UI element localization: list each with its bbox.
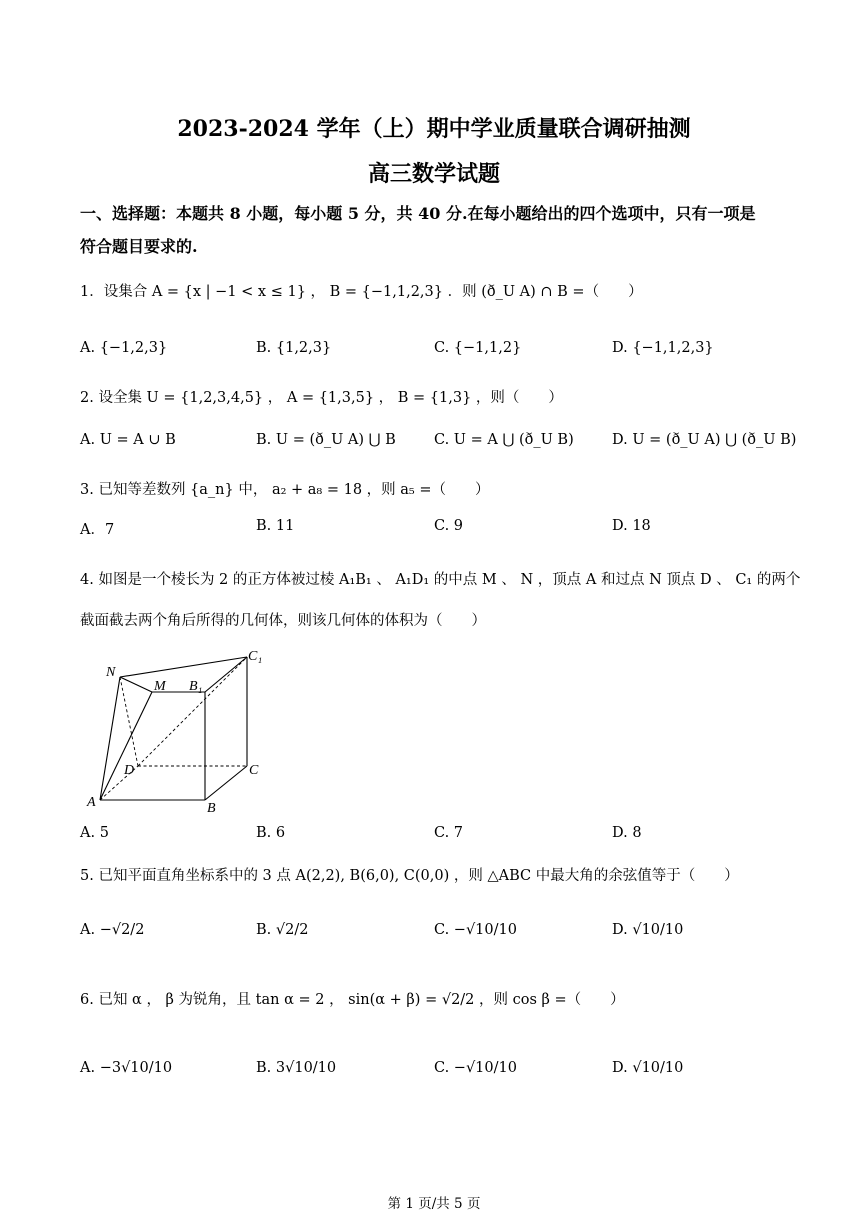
question-2-option-d: D. U = (ð_U A) ⋃ (ð_U B) <box>612 432 797 448</box>
question-2-option-b: B. U = (ð_U A) ⋃ B <box>256 432 396 448</box>
question-3-option-d: D. 18 <box>612 518 651 534</box>
question-1-option-c: C. {−1,1,2} <box>434 340 522 356</box>
question-2-stem: 2. 设全集 U = {1,2,3,4,5} ， A = {1,3,5} ， B = {1,3} ，则（ ） <box>80 390 563 406</box>
question-6-option-a: A. −3√10/10 <box>80 1060 173 1076</box>
edge-M-A <box>100 692 152 800</box>
question-6-option-d: D. √10/10 <box>612 1060 684 1076</box>
question-6-option-b: B. 3√10/10 <box>256 1060 337 1076</box>
question-4-option-b: B. 6 <box>256 825 286 841</box>
section-heading-line1: 一、选择题：本题共 8 小题，每小题 5 分，共 40 分.在每小题给出的四个选项中，只有一项是 <box>80 204 756 223</box>
question-3-option-b: B. 11 <box>256 518 295 534</box>
question-4-option-d: D. 8 <box>612 825 642 841</box>
label-B: B <box>207 801 216 816</box>
label-N: N <box>106 665 116 680</box>
question-4-option-a: A. 5 <box>80 825 109 841</box>
label-C1: C₁ <box>248 649 263 664</box>
question-4-stem-line1: 4. 如图是一个棱长为 2 的正方体被过棱 A₁B₁ 、 A₁D₁ 的中点 M 、 N ，顶点 A 和过点 N 顶点 D 、 C₁ 的两个 <box>80 572 801 588</box>
question-5-option-c: C. −√10/10 <box>434 922 517 938</box>
edge-N-M <box>120 677 152 692</box>
question-5-option-b: B. √2/2 <box>256 922 309 938</box>
edge-D-C1 <box>138 657 247 766</box>
question-3-option-c: C. 9 <box>434 518 464 534</box>
question-3-stem: 3. 已知等差数列 {a_n} 中， a₂ + a₈ = 18 ，则 a₅ =（ ） <box>80 482 490 498</box>
label-C: C <box>249 763 259 778</box>
question-1-stem: 1．设集合 A = {x | −1 < x ≤ 1} ， B = {−1,1,2,3} ．则 (ð_U A) ∩ B =（ ） <box>80 284 643 300</box>
label-A: A <box>87 795 96 810</box>
question-1-option-a: A. {−1,2,3} <box>80 340 168 356</box>
question-5-option-d: D. √10/10 <box>612 922 684 938</box>
label-D: D <box>124 763 135 778</box>
question-6-option-c: C. −√10/10 <box>434 1060 517 1076</box>
question-2-option-c: C. U = A ⋃ (ð_U B) <box>434 432 574 448</box>
question-4-stem-line2: 截面截去两个角后所得的几何体，则该几何体的体积为（ ） <box>80 613 486 629</box>
question-1-option-d: D. {−1,1,2,3} <box>612 340 714 356</box>
label-B1: B₁ <box>189 679 203 694</box>
section-heading-line2: 符合题目要求的. <box>80 237 198 256</box>
edge-N-C1 <box>120 657 247 677</box>
page-title: 2023-2024 学年（上）期中学业质量联合调研抽测 <box>177 116 691 142</box>
page-subtitle: 高三数学试题 <box>367 161 500 187</box>
question-6-stem: 6. 已知 α ， β 为锐角，且 tan α = 2 ， sin(α + β) = √2/2 ，则 cos β =（ ） <box>80 992 625 1008</box>
label-M: M <box>154 679 166 694</box>
question-1-option-b: B. {1,2,3} <box>256 340 332 356</box>
question-5-stem: 5. 已知平面直角坐标系中的 3 点 A(2,2), B(6,0), C(0,0) ，则 △ABC 中最大角的余弦值等于（ ） <box>80 868 739 884</box>
question-4-option-c: C. 7 <box>434 825 464 841</box>
question-5-option-a: A. −√2/2 <box>80 922 145 938</box>
edge-B-C <box>205 766 247 800</box>
edge-N-A <box>100 677 120 800</box>
question-3-option-a: A．7 <box>80 522 115 538</box>
question-2-option-a: A. U = A ∪ B <box>80 432 176 448</box>
page-footer: 第 1 页/共 5 页 <box>387 1196 481 1212</box>
cube-figure <box>82 640 282 820</box>
